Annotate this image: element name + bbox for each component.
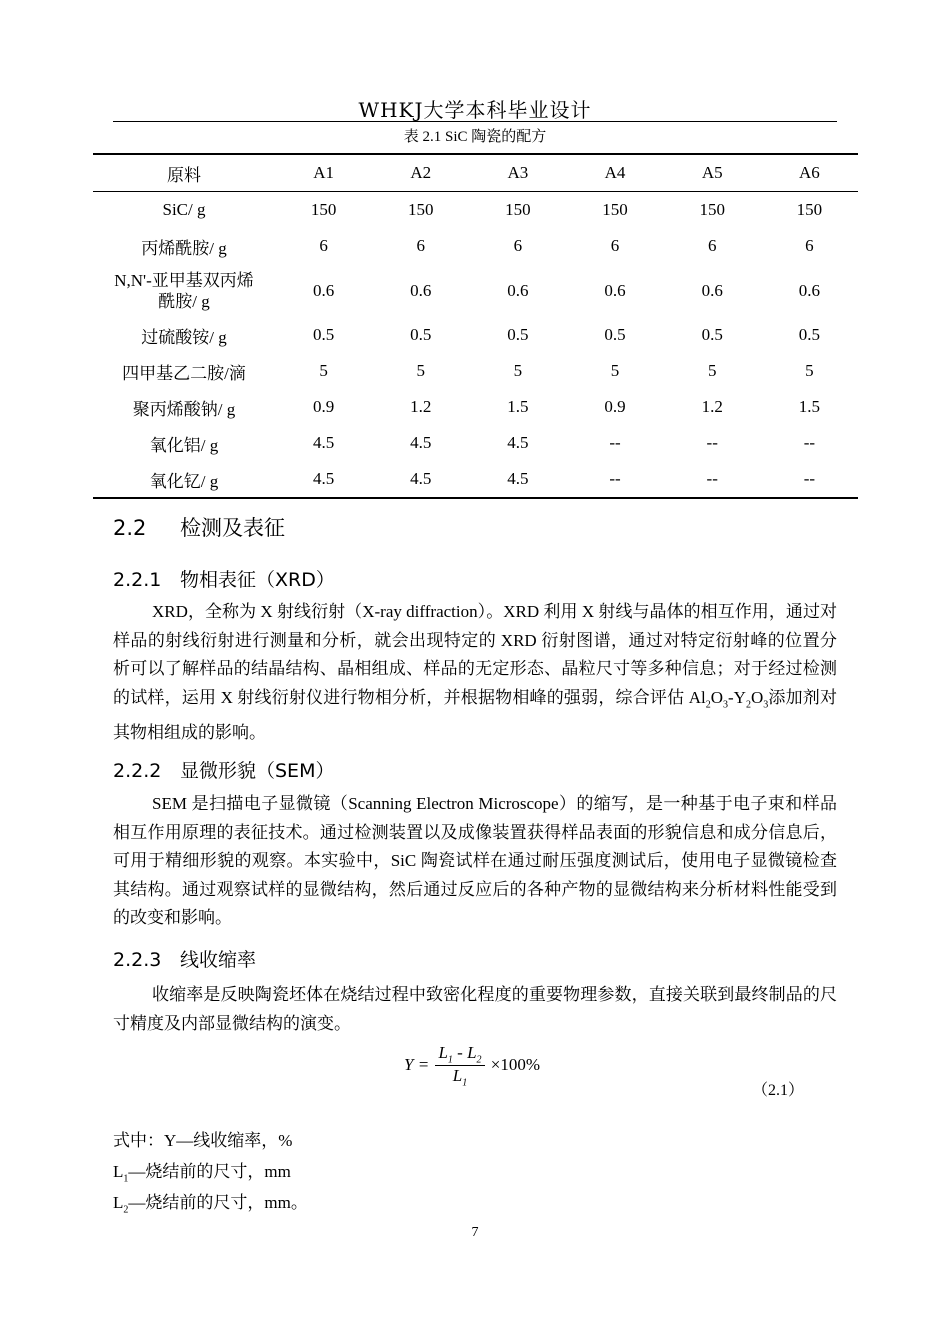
table-cell: 0.5 [798,325,821,344]
table-body [93,192,858,499]
table-row [93,461,858,498]
paragraph-xrd: XRD，全称为 X 射线衍射（X-ray diffraction）。XRD 利用 X 射线与晶体的相互作用，通过对样品的射线衍射进行测量和分析，就会出现特定的 XRD 衍射图谱，通过对特定衍射峰的位置分析可以了解样品的结晶结构、晶相组成、样品的无定形态、晶粒尺寸等多种信息；对于经过检测的试样，运用 X 射线衍射仪进行物相分析，并根据物相峰的强弱，综合评估 $Al_2O_3-Y_2O_3$添加剂对其物相组成的影响。 [113,602,837,743]
table-cell: 0.6 [798,281,821,300]
table-cell: 5 [513,361,523,380]
table-cell: 5 [416,361,425,380]
table-cell: 5 [319,361,328,380]
definition-y: 式中：Y—线收缩率，% [113,1131,293,1150]
table-cell: -- [609,433,621,452]
table-cell: 150 [796,200,823,219]
row-label: 丙烯酰胺/ g [141,238,227,258]
section-number: 2.2.1 [113,569,162,591]
header-rule [113,121,837,122]
table-cell: 4.5 [469,461,566,498]
recipe-table [93,153,858,499]
table-cell: 0.6 [312,281,335,300]
table-cell: -- [761,461,858,498]
row-label: 过硫酸铵/ g [141,327,227,347]
table-row [93,425,858,461]
column-header: A6 [761,154,858,192]
table-cell: 6 [319,236,328,255]
section-heading-2-2-3 [113,945,256,972]
table-cell: -- [803,433,816,452]
column-header: A3 [469,154,566,192]
shrinkage-formula [404,1043,540,1089]
running-header: WHKJ大学本科毕业设计 [358,98,592,122]
table-cell: 0.6 [507,281,529,300]
row-label: N,N'-亚甲基双丙烯 酰胺/ g [114,270,254,311]
table-cell: 0.6 [701,281,723,300]
paragraph-shrinkage: 收缩率是反映陶瓷坯体在烧结过程中致密化程度的重要物理参数，直接关联到最终制品的尺寸精度及内部显微结构的演变。 [113,985,837,1033]
table-cell: 0.9 [604,397,626,416]
row-label: 氧化铝/ g [149,435,219,455]
table-cell: 1.5 [507,397,529,416]
table-row [93,264,858,317]
table-cell: 4.5 [372,461,469,498]
table-cell: 6 [805,236,814,255]
table-cell: 6 [416,236,425,255]
table-cell: 150 [407,200,434,219]
column-header: A4 [566,154,663,192]
table-cell: -- [664,461,761,498]
table-cell: 0.5 [701,325,723,344]
row-label: 聚丙烯酸钠/ g [132,399,236,419]
table-cell: 0.6 [604,281,626,300]
formula-denominator: $L_1$ [452,1066,468,1089]
table-cell: 1.5 [798,397,821,416]
formula-lhs: Y = [404,1054,430,1074]
table-cell: -- [566,461,663,498]
table-caption: 表 2.1 SiC 陶瓷的配方 [403,129,547,145]
definition-l1: $L_1—$烧结前的尺寸，mm [113,1162,291,1185]
table-cell: 4.5 [312,433,335,452]
section-heading-2-2 [113,512,285,542]
table-cell: 1.2 [701,397,723,416]
table-cell: 0.5 [604,325,626,344]
formula-numerator: $L_1 - L_2$ [435,1043,484,1066]
table-cell: 150 [602,200,628,219]
section-number: 2.2 [113,516,147,540]
formula-fraction [435,1043,484,1089]
table-cell: 0.9 [312,397,335,416]
row-label: 氧化钇/ g [93,461,275,498]
table-cell: 5 [707,361,717,380]
table-row [93,192,858,229]
table-row [93,389,858,425]
table-cell: -- [706,433,718,452]
table-cell: 150 [699,200,725,219]
column-header: A1 [275,154,372,192]
table-row [93,353,858,389]
table-cell: 0.5 [507,325,529,344]
table-header-row [93,154,858,192]
formula-tail: ×100% [490,1054,541,1074]
row-label: 四甲基乙二胺/滴 [122,363,246,383]
table-cell: 4.5 [410,433,432,452]
table-row [93,317,858,353]
column-header: A2 [372,154,469,192]
page-number: 7 [471,1225,479,1240]
table-cell: 6 [707,236,717,255]
column-header: 原料 [93,154,275,192]
section-number: 2.2.3 [113,949,162,971]
section-heading-2-2-1 [113,565,335,592]
row-label: SiC/ g [162,200,206,219]
section-title: 物相表征（XRD） [180,569,335,591]
equation-number: （2.1） [752,1082,805,1099]
section-number: 2.2.2 [113,760,162,782]
definition-l2: $L_2—$烧结前的尺寸，mm。 [113,1193,308,1216]
table-cell: 150 [505,200,531,219]
table-cell: 0.5 [410,325,432,344]
section-heading-2-2-2 [113,756,334,783]
paragraph-sem: SEM 是扫描电子显微镜（Scanning Electron Microscope）的缩写，是一种基于电子束和样品相互作用原理的表征技术。通过检测装置以及成像装置获得样品表面的形貌信息和成分信息后，可用于精细形貌的观察。本实验中，SiC 陶瓷试样在通过耐压强度测试后，使用电子显微镜检查其结构。通过观察试样的显微结构，然后通过反应后的各种产物的显微结构来分析材料性能受到的改变和影响。 [113,794,837,927]
table-cell: 6 [513,236,523,255]
table-cell: 0.5 [312,325,335,344]
table-cell: 6 [610,236,620,255]
table-cell: 4.5 [507,433,529,452]
table-cell: 1.2 [410,397,432,416]
section-title: 检测及表征 [180,516,285,540]
table-cell: 4.5 [275,461,372,498]
section-title: 显微形貌（SEM） [180,760,335,782]
column-header: A5 [664,154,761,192]
section-title: 线收缩率 [180,949,257,971]
table-cell: 5 [610,361,620,380]
table-cell: 5 [805,361,814,380]
table-cell: 150 [310,200,337,219]
table-row [93,228,858,264]
table-cell: 0.6 [410,281,432,300]
